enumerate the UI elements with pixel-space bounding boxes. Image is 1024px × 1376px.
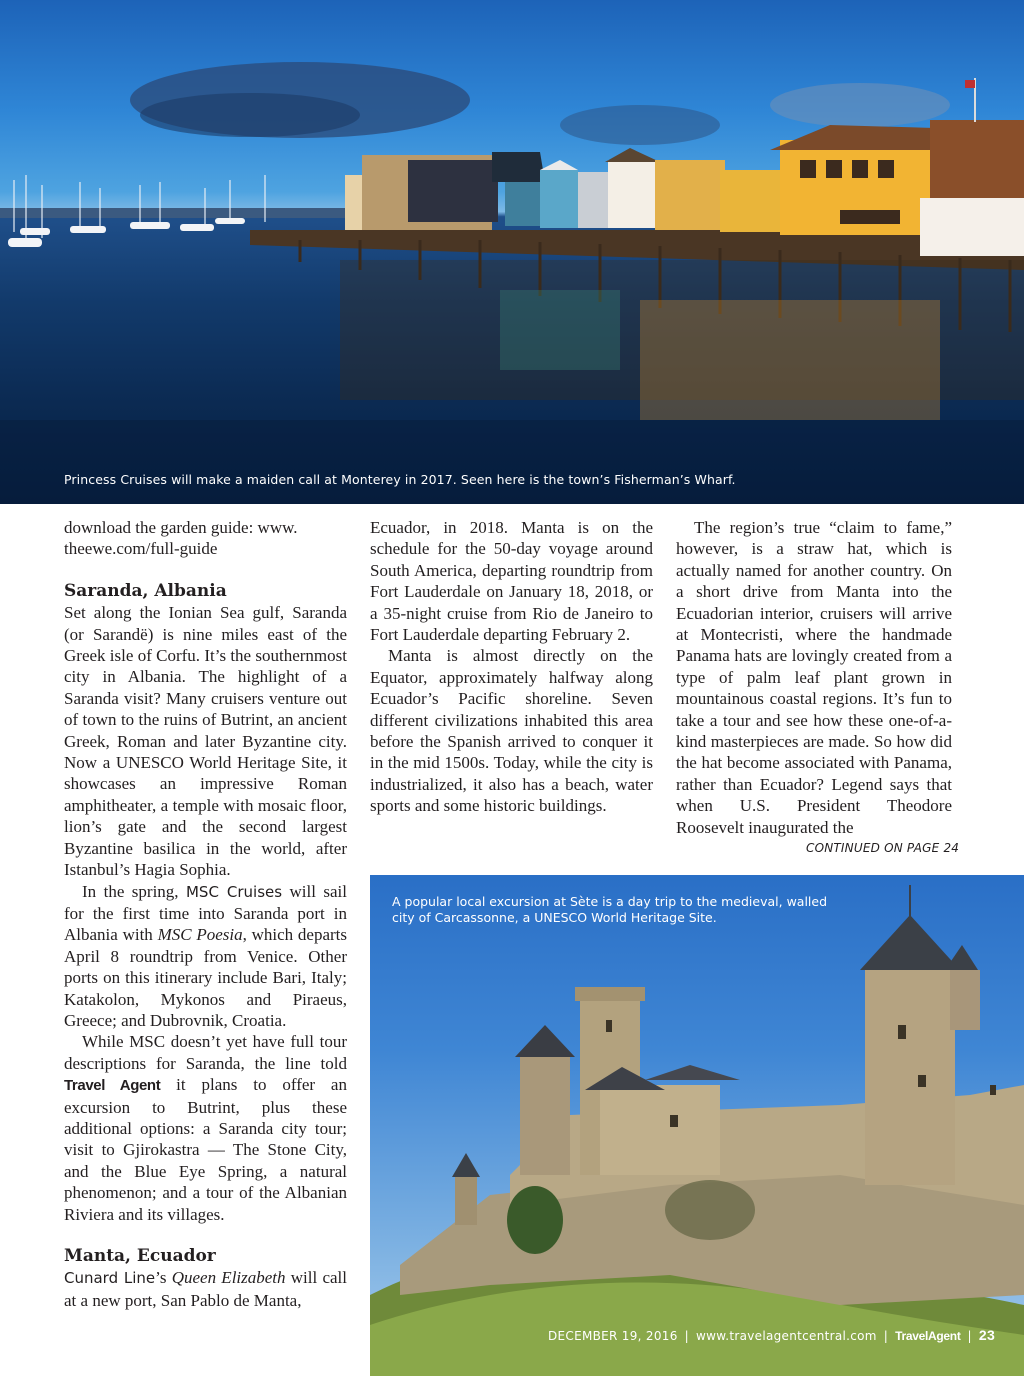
continued-link[interactable]: CONTINUED ON PAGE 24 xyxy=(806,841,960,855)
column-1 xyxy=(64,517,347,1311)
saranda-paragraph-3: While MSC doesn’t yet have full tour descriptions for Saranda, the line told Travel Agent it plans to offer an excursion to Butrint, plus these additional options: a Saranda city tour; visit to Gjirokastra — The Stone City, and the Blue Eye Spring, a natural phenomenon; and a tour of the Albanian Riviera and its villages. xyxy=(64,1032,347,1224)
footer-brand: TravelAgent xyxy=(895,1329,961,1343)
page-footer: DECEMBER 19, 2016 | www.travelagentcentral.com | TravelAgent | 23 xyxy=(548,1327,996,1343)
carcassonne-photo xyxy=(370,875,1024,1376)
website-link[interactable]: www.travelagentcentral.com xyxy=(696,1329,877,1343)
saranda-heading: Saranda, Albania xyxy=(64,580,227,601)
column-3 xyxy=(676,517,952,838)
msc-poesia-ship: MSC Poesia xyxy=(157,925,243,945)
manta-paragraph-2: Ecuador, in 2018. Manta is on the schedule for the 50-day voyage around South America, departing roundtrip from Fort Lauderdale on January 18, 2018, or a 35-night cruise from Rio de Janeiro to Fort Lauderdale departing February 2. xyxy=(370,518,653,645)
msc-cruises-brand: MSC Cruises xyxy=(185,882,283,901)
column-2 xyxy=(370,517,653,817)
issue-date: DECEMBER 19, 2016 xyxy=(548,1329,678,1343)
monterey-wharf-photo xyxy=(0,0,1024,504)
manta-paragraph-3: Manta is almost directly on the Equator, approximately halfway along Ecuador’s Pacific shoreline. Seven different civilizations inhabited this area before the Spanish arrived to conquer it in the mid 1500s. Today, while the city is industrialized, it also has a beach, water sports and some historic buildings. xyxy=(370,646,653,816)
manta-heading: Manta, Ecuador xyxy=(64,1246,216,1266)
queen-elizabeth-ship: Queen Elizabeth xyxy=(171,1268,286,1288)
top-photo-caption: Princess Cruises will make a maiden call at Monterey in 2017. Seen here is the town’s Fisherman’s Wharf. xyxy=(64,472,736,487)
wharf-illustration xyxy=(0,0,1024,504)
garden-guide-text: download the garden guide: www. theewe.com/full-guide xyxy=(64,518,298,559)
cunard-line-brand: Cunard Line xyxy=(64,1269,156,1288)
travel-agent-brand: Travel Agent xyxy=(64,1077,161,1095)
saranda-paragraph-1: Set along the Ionian Sea gulf, Saranda (or Sarandë) is nine miles east of the Greek isle of Corfu. It’s the southernmost city in Albania. The highlight of a Saranda visit? Many cruisers venture out of town to the ruins of Butrint, an ancient Greek, Roman and later Byzantine city. Now a UNESCO World Heritage Site, it showcases an impressive Roman amphitheater, a temple with mosaic floor, lion’s gate and the second largest Byzantine basilica in the world, after Istanbul’s Hagia Sophia. xyxy=(64,603,347,880)
panama-hat-paragraph: The region’s true “claim to fame,” however, is a straw hat, which is actually named for another country. On a short drive from Manta into the Ecuadorian interior, cruisers will arrive at Montecristi, where the handmade Panama hats are lovingly created from a type of palm leaf plant grown in mountainous coastal regions. It’s fun to take a tour and see how these one-of-a-kind masterpieces are made. So how did the hat become associated with Panama, rather than Ecuador? Legend says that when U.S. President Theodore Roosevelt inaugurated the xyxy=(676,518,952,837)
saranda-paragraph-2: In the spring, MSC Cruises will sail for the first time into Saranda port in Albania with MSC Poesia, which departs April 8 roundtrip from Venice. Other ports on this itinerary include Bari, Italy; Katakolon, Mykonos and Piraeus, Greece; and Dubrovnik, Croatia. xyxy=(64,881,347,1030)
page-number: 23 xyxy=(978,1327,996,1343)
castle-illustration xyxy=(370,875,1024,1376)
bottom-photo-caption: A popular local excursion at Sète is a day trip to the medieval, walled city of Carcassonne, a UNESCO World Heritage Site. xyxy=(392,894,828,925)
manta-paragraph-1: Cunard Line’s Queen Elizabeth will call at a new port, San Pablo de Manta, xyxy=(64,1268,347,1310)
